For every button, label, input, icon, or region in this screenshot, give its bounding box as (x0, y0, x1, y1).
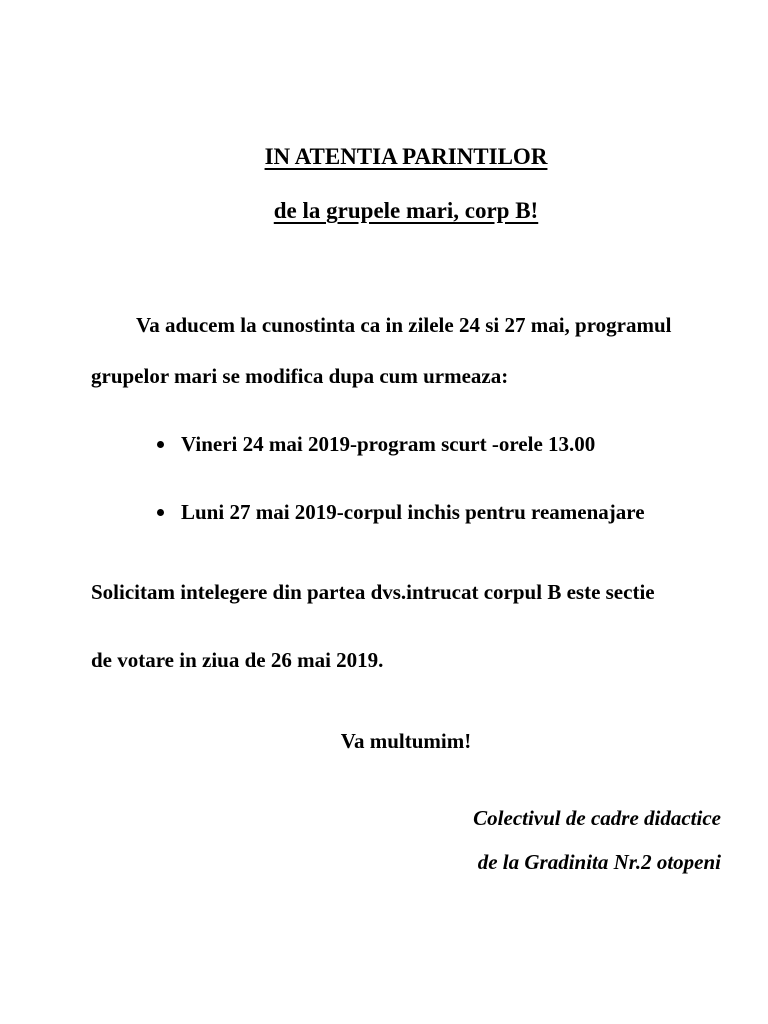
signature-line-1: Colectivul de cadre didactice (473, 806, 721, 830)
bullet-dot-icon (157, 509, 164, 516)
signature-line-2: de la Gradinita Nr.2 otopeni (477, 850, 721, 874)
intro-line-2: grupelor mari se modifica dupa cum urmeaza: (91, 364, 509, 388)
request-line-2: de votare in ziua de 26 mai 2019. (91, 648, 384, 672)
notice-title: IN ATENTIA PARINTILOR (264, 144, 548, 169)
intro-line-1: Va aducem la cunostinta ca in zilele 24 si 27 mai, programul (136, 313, 672, 337)
bullet-dot-icon (157, 441, 164, 448)
bullet-text: Luni 27 mai 2019-corpul inchis pentru reamenajare (181, 500, 645, 524)
thanks-text: Va multumim! (340, 729, 472, 753)
bullet-text: Vineri 24 mai 2019-program scurt -orele 13.00 (181, 432, 596, 456)
request-line-1: Solicitam intelegere din partea dvs.intrucat corpul B este sectie (91, 580, 655, 604)
notice-subtitle: de la grupele mari, corp B! (273, 198, 539, 223)
